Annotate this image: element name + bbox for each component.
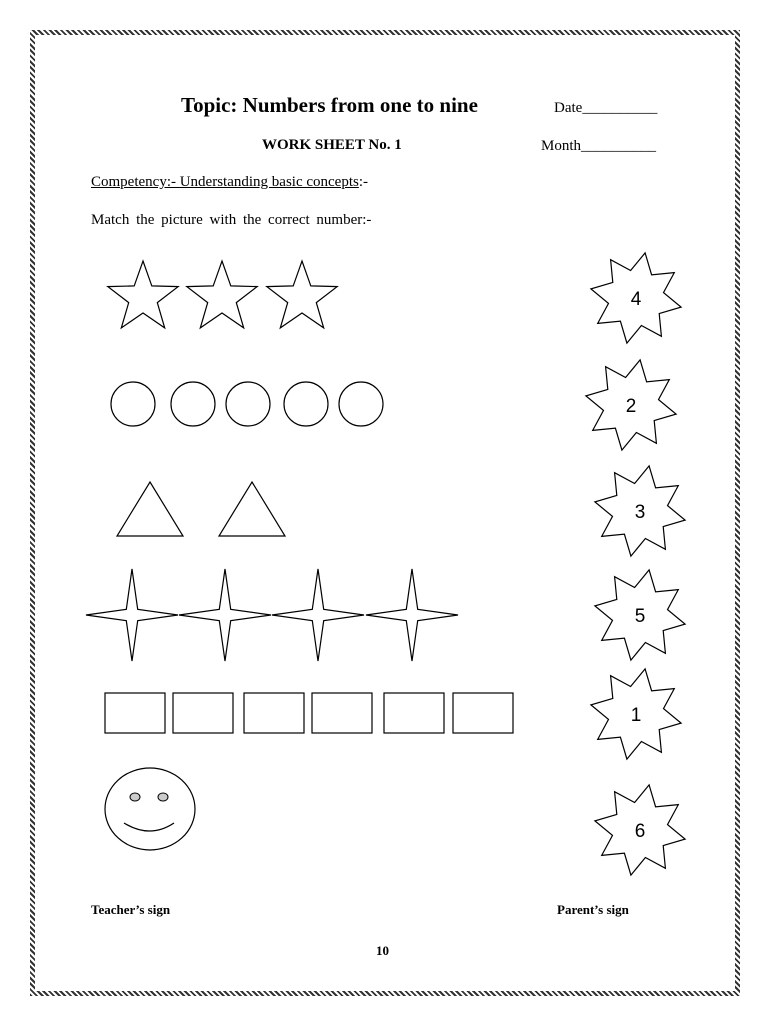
star-shape bbox=[267, 261, 337, 328]
star-shape bbox=[187, 261, 257, 328]
number-burst bbox=[591, 253, 681, 343]
burst-number: 3 bbox=[634, 502, 646, 523]
four-point-star-shape bbox=[272, 569, 364, 661]
worksheet-number: WORK SHEET No. 1 bbox=[262, 137, 402, 153]
rectangle-shape bbox=[244, 693, 304, 733]
smiley-head bbox=[105, 768, 195, 850]
month-field: Month__________ bbox=[541, 138, 657, 154]
circle-shape bbox=[226, 382, 270, 426]
competency-suffix: :- bbox=[358, 174, 369, 190]
smiley-face-row bbox=[105, 768, 195, 850]
picture-rows bbox=[86, 261, 513, 850]
parent-sign-label: Parent’s sign bbox=[557, 902, 629, 917]
star-shape bbox=[108, 261, 178, 328]
number-burst bbox=[586, 360, 676, 450]
circle-row bbox=[111, 382, 383, 426]
number-burst bbox=[595, 466, 685, 556]
burst-number: 5 bbox=[634, 606, 646, 627]
four-point-star-row bbox=[86, 569, 458, 661]
date-field: Date__________ bbox=[554, 100, 658, 116]
four-point-star-shape bbox=[86, 569, 178, 661]
rectangle-shape bbox=[105, 693, 165, 733]
burst-number: 6 bbox=[634, 821, 646, 842]
rectangle-shape bbox=[384, 693, 444, 733]
circle-shape bbox=[111, 382, 155, 426]
triangle-shape bbox=[219, 482, 285, 536]
burst-number: 2 bbox=[625, 396, 637, 417]
number-bursts bbox=[586, 253, 685, 875]
circle-shape bbox=[171, 382, 215, 426]
smiley-face-icon bbox=[105, 768, 195, 850]
rectangle-row bbox=[105, 693, 513, 733]
triangle-shape bbox=[117, 482, 183, 536]
number-burst bbox=[591, 669, 681, 759]
page-title: Topic: Numbers from one to nine bbox=[181, 93, 478, 117]
burst-number: 4 bbox=[630, 289, 642, 310]
burst-number: 1 bbox=[630, 705, 642, 726]
triangle-row bbox=[117, 482, 285, 536]
circle-shape bbox=[339, 382, 383, 426]
rectangle-shape bbox=[173, 693, 233, 733]
rectangle-shape bbox=[312, 693, 372, 733]
competency-label: Competency:- Understanding basic concepts bbox=[91, 174, 359, 190]
circle-shape bbox=[284, 382, 328, 426]
number-burst bbox=[595, 785, 685, 875]
four-point-star-shape bbox=[366, 569, 458, 661]
instruction-text: Match the picture with the correct number:- bbox=[91, 212, 372, 228]
teacher-sign-label: Teacher’s sign bbox=[91, 902, 171, 917]
smiley-eye bbox=[158, 793, 168, 801]
smiley-eye bbox=[130, 793, 140, 801]
four-point-star-shape bbox=[179, 569, 271, 661]
five-point-star-row bbox=[108, 261, 337, 328]
page-number: 10 bbox=[376, 943, 389, 958]
number-burst bbox=[595, 570, 685, 660]
rectangle-shape bbox=[453, 693, 513, 733]
